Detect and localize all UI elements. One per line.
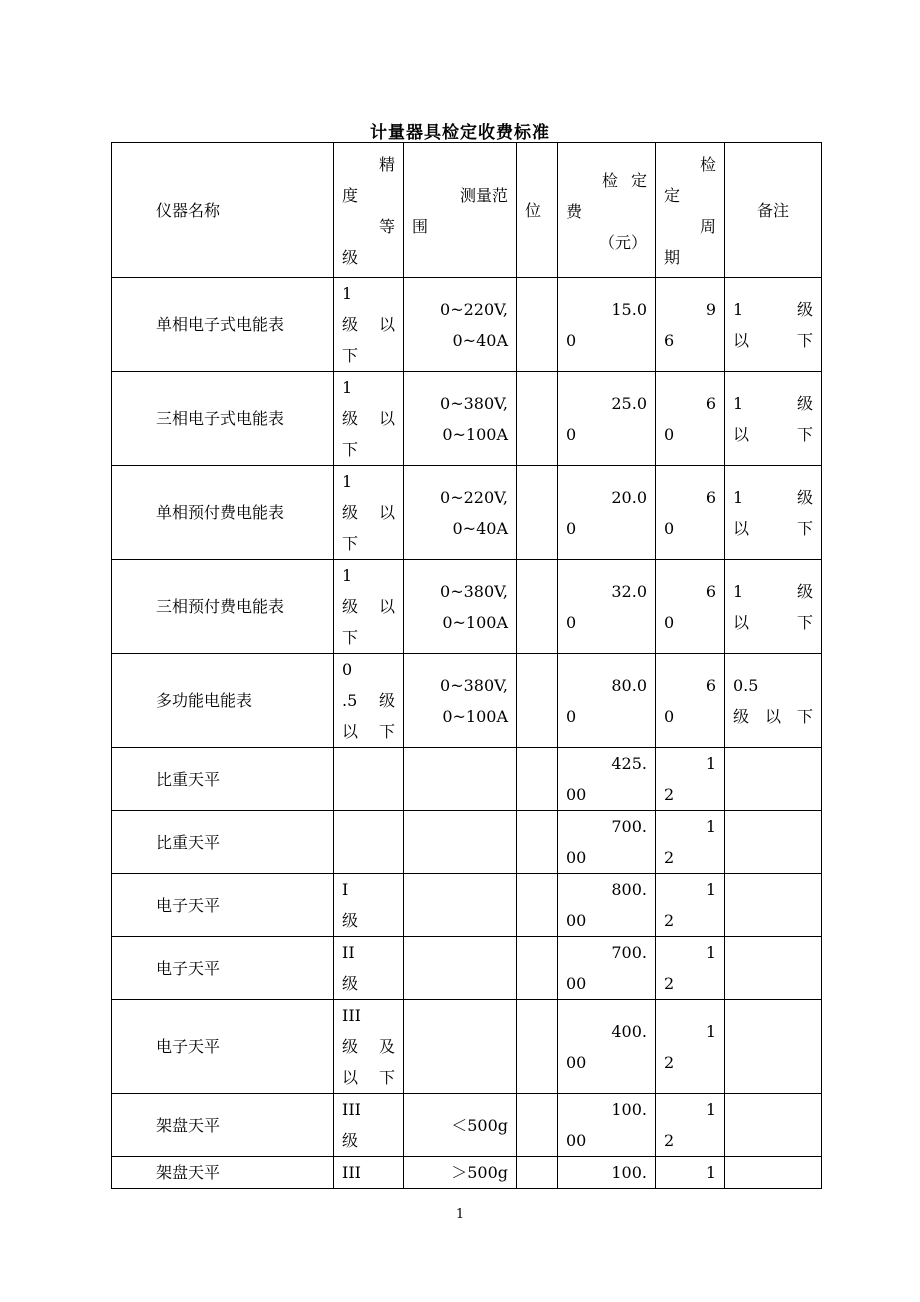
period-line: 1 [705, 817, 716, 836]
remark-cell [725, 937, 822, 1000]
remark-cell [725, 811, 822, 874]
fee-line: 425. [611, 754, 647, 773]
precision-line: 下 [342, 534, 359, 553]
fee-line: 15.0 [611, 299, 647, 319]
fee-cell [558, 937, 656, 1000]
instrument-name: 三相电子式电能表 [156, 409, 285, 428]
instrument-name: 单相预付费电能表 [156, 503, 285, 522]
range-line: 0~380V, [440, 581, 508, 601]
fee-cell [558, 654, 656, 748]
precision-line: 级 以 [342, 409, 395, 428]
range-line: 0~220V, [440, 299, 508, 319]
range-cell [404, 1094, 517, 1157]
remark-line: 1 级 [733, 581, 813, 601]
precision-line: 以下 [342, 1068, 395, 1087]
fee-cell [558, 466, 656, 560]
range-cell [404, 1000, 517, 1094]
range-cell [404, 466, 517, 560]
period-line: 2 [664, 911, 675, 930]
precision-cell [334, 372, 404, 466]
instrument-name: 多功能电能表 [156, 691, 253, 710]
fee-line: 800. [611, 880, 647, 899]
remark-cell [725, 1000, 822, 1094]
instrument-name: 架盘天平 [156, 1115, 221, 1135]
table-row [112, 654, 822, 748]
range-line: 0~380V, [440, 393, 508, 413]
fee-line: 0 [566, 518, 577, 538]
precision-cell [334, 654, 404, 748]
fee-cell [558, 278, 656, 372]
period-line: 9 [705, 299, 716, 319]
period-cell [656, 874, 725, 937]
table-header-row [112, 143, 822, 278]
table-row [112, 937, 822, 1000]
page-number: 1 [455, 1207, 465, 1222]
range-line: 0~220V, [440, 487, 508, 507]
precision-line: 1 [342, 378, 353, 397]
precision-cell [334, 874, 404, 937]
instrument-name-cell [112, 466, 334, 560]
precision-line: 1 [342, 284, 353, 303]
period-cell [656, 654, 725, 748]
instrument-name-cell [112, 372, 334, 466]
precision-line: 1 [342, 472, 353, 491]
unit-cell [517, 811, 558, 874]
instrument-name-cell [112, 654, 334, 748]
remark-cell [725, 654, 822, 748]
fee-line: 00 [566, 1052, 587, 1072]
precision-line: 下 [342, 440, 359, 459]
remark-cell [725, 874, 822, 937]
period-line: 2 [664, 785, 675, 804]
remark-cell [725, 1094, 822, 1157]
range-cell [404, 874, 517, 937]
period-cell [656, 748, 725, 811]
fee-line: 700. [611, 817, 647, 836]
instrument-name: 单相电子式电能表 [156, 315, 285, 334]
range-line: 0~40A [452, 330, 508, 350]
fee-cell [558, 372, 656, 466]
period-line: 1 [705, 943, 716, 962]
range-line: ＞500g [451, 1163, 508, 1182]
precision-cell [334, 748, 404, 811]
period-cell [656, 278, 725, 372]
instrument-name: 电子天平 [156, 958, 221, 978]
header-fee: 检定 费 （元） [558, 143, 656, 278]
table-row [112, 560, 822, 654]
precision-cell [334, 278, 404, 372]
instrument-name: 电子天平 [156, 895, 221, 915]
instrument-name-cell [112, 1094, 334, 1157]
period-line: 0 [664, 706, 675, 726]
range-cell [404, 372, 517, 466]
remark-line: 1 级 [733, 299, 813, 319]
precision-line: 级 以 [342, 315, 395, 334]
fee-cell [558, 748, 656, 811]
table-row [112, 372, 822, 466]
precision-cell [334, 1000, 404, 1094]
range-cell [404, 654, 517, 748]
instrument-name: 架盘天平 [156, 1163, 221, 1182]
fee-cell [558, 1094, 656, 1157]
instrument-name-cell [112, 874, 334, 937]
remark-line: 以下 [733, 612, 813, 632]
precision-cell [334, 937, 404, 1000]
fee-line: 20.0 [611, 487, 647, 507]
fee-line: 00 [566, 1131, 587, 1150]
instrument-name: 比重天平 [156, 769, 221, 789]
period-line: 1 [705, 1100, 716, 1119]
header-range: 测量范 围 [404, 143, 517, 278]
fee-line: 0 [566, 706, 577, 726]
fee-line: 00 [566, 974, 587, 993]
fee-line: 0 [566, 330, 577, 350]
range-line: 0~380V, [440, 675, 508, 695]
table-row [112, 748, 822, 811]
remark-cell [725, 560, 822, 654]
instrument-name-cell [112, 1000, 334, 1094]
period-line: 6 [664, 330, 675, 350]
remark-cell [725, 1157, 822, 1189]
period-line: 6 [705, 393, 716, 413]
period-line: 1 [705, 1021, 716, 1041]
precision-line: .5 级 [342, 691, 395, 710]
remark-cell [725, 466, 822, 560]
unit-cell [517, 278, 558, 372]
table-row [112, 466, 822, 560]
period-cell [656, 1094, 725, 1157]
period-line: 1 [705, 754, 716, 773]
remark-line: 级以下 [733, 706, 813, 726]
precision-cell [334, 811, 404, 874]
unit-cell [517, 466, 558, 560]
fee-line: 700. [611, 943, 647, 962]
precision-line: I [342, 880, 349, 899]
precision-line: 级 [342, 911, 359, 930]
range-cell [404, 278, 517, 372]
fee-line: 00 [566, 785, 587, 804]
period-line: 2 [664, 1052, 675, 1072]
period-cell [656, 1157, 725, 1189]
precision-cell [334, 560, 404, 654]
period-line: 1 [705, 1163, 716, 1182]
period-line: 2 [664, 1131, 675, 1150]
unit-cell [517, 654, 558, 748]
remark-cell [725, 278, 822, 372]
precision-line: III [342, 1006, 361, 1025]
range-cell [404, 937, 517, 1000]
precision-line: 下 [342, 628, 359, 647]
table-row [112, 1000, 822, 1094]
document-title: 计量器具检定收费标准 [370, 123, 550, 143]
fee-line: 100. [611, 1163, 647, 1182]
fee-line: 400. [611, 1021, 647, 1041]
fee-line: 32.0 [611, 581, 647, 601]
fee-line: 0 [566, 424, 577, 444]
fee-cell [558, 560, 656, 654]
period-line: 2 [664, 974, 675, 993]
period-cell [656, 811, 725, 874]
precision-cell [334, 466, 404, 560]
range-line: 0~100A [442, 612, 508, 632]
fee-line: 0 [566, 612, 577, 632]
period-cell [656, 1000, 725, 1094]
unit-cell [517, 372, 558, 466]
precision-line: 级 以 [342, 503, 395, 522]
period-line: 1 [705, 880, 716, 899]
precision-line: III [342, 1100, 361, 1119]
precision-cell [334, 1157, 404, 1189]
precision-line: III [342, 1163, 361, 1182]
period-line: 2 [664, 848, 675, 867]
unit-cell [517, 748, 558, 811]
unit-cell [517, 1094, 558, 1157]
unit-cell [517, 874, 558, 937]
fee-cell [558, 811, 656, 874]
period-cell [656, 560, 725, 654]
unit-cell [517, 1000, 558, 1094]
remark-cell [725, 748, 822, 811]
precision-cell [334, 1094, 404, 1157]
period-cell [656, 937, 725, 1000]
header-instrument-name: 仪器名称 [112, 143, 334, 278]
period-cell [656, 466, 725, 560]
range-cell [404, 811, 517, 874]
fee-line: 25.0 [611, 393, 647, 413]
header-period: 检 定 周 期 [656, 143, 725, 278]
remark-line: 0.5 [733, 675, 759, 695]
range-cell [404, 748, 517, 811]
range-cell [404, 560, 517, 654]
fee-standard-table [111, 142, 822, 1189]
table-row [112, 1094, 822, 1157]
unit-cell [517, 937, 558, 1000]
fee-line: 100. [611, 1100, 647, 1119]
header-precision: 精 度 等 级 [334, 143, 404, 278]
period-line: 0 [664, 518, 675, 538]
fee-cell [558, 874, 656, 937]
fee-line: 00 [566, 848, 587, 867]
fee-line: 00 [566, 911, 587, 930]
header-remark: 备注 [725, 143, 822, 278]
precision-line: 1 [342, 566, 353, 585]
range-line: 0~100A [442, 424, 508, 444]
header-unit: 位 [517, 143, 558, 278]
precision-line: 级 以 [342, 597, 395, 616]
fee-line: 80.0 [611, 675, 647, 695]
precision-line: 级 [342, 1131, 359, 1150]
precision-line: 0 [342, 660, 353, 679]
range-cell [404, 1157, 517, 1189]
period-line: 0 [664, 424, 675, 444]
instrument-name: 比重天平 [156, 832, 221, 852]
range-line: 0~40A [452, 518, 508, 538]
unit-cell [517, 560, 558, 654]
period-line: 0 [664, 612, 675, 632]
unit-cell [517, 1157, 558, 1189]
instrument-name-cell [112, 937, 334, 1000]
instrument-name: 三相预付费电能表 [156, 597, 285, 616]
remark-cell [725, 372, 822, 466]
period-line: 6 [705, 581, 716, 601]
table-row [112, 278, 822, 372]
remark-line: 以下 [733, 330, 813, 350]
range-line: 0~100A [442, 706, 508, 726]
fee-cell [558, 1000, 656, 1094]
remark-line: 以下 [733, 518, 813, 538]
instrument-name: 电子天平 [156, 1037, 221, 1056]
remark-line: 1 级 [733, 487, 813, 507]
period-line: 6 [705, 487, 716, 507]
precision-line: II [342, 943, 355, 962]
fee-cell [558, 1157, 656, 1189]
period-cell [656, 372, 725, 466]
table-row [112, 811, 822, 874]
instrument-name-cell [112, 1157, 334, 1189]
instrument-name-cell [112, 811, 334, 874]
instrument-name-cell [112, 560, 334, 654]
table-row [112, 1157, 822, 1189]
precision-line: 级 及 [342, 1037, 395, 1056]
period-line: 6 [705, 675, 716, 695]
remark-line: 以下 [733, 424, 813, 444]
precision-line: 以下 [342, 722, 395, 741]
instrument-name-cell [112, 748, 334, 811]
range-line: ＜500g [451, 1115, 508, 1135]
table-row [112, 874, 822, 937]
remark-line: 1 级 [733, 393, 813, 413]
instrument-name-cell [112, 278, 334, 372]
precision-line: 下 [342, 346, 359, 365]
precision-line: 级 [342, 974, 359, 993]
